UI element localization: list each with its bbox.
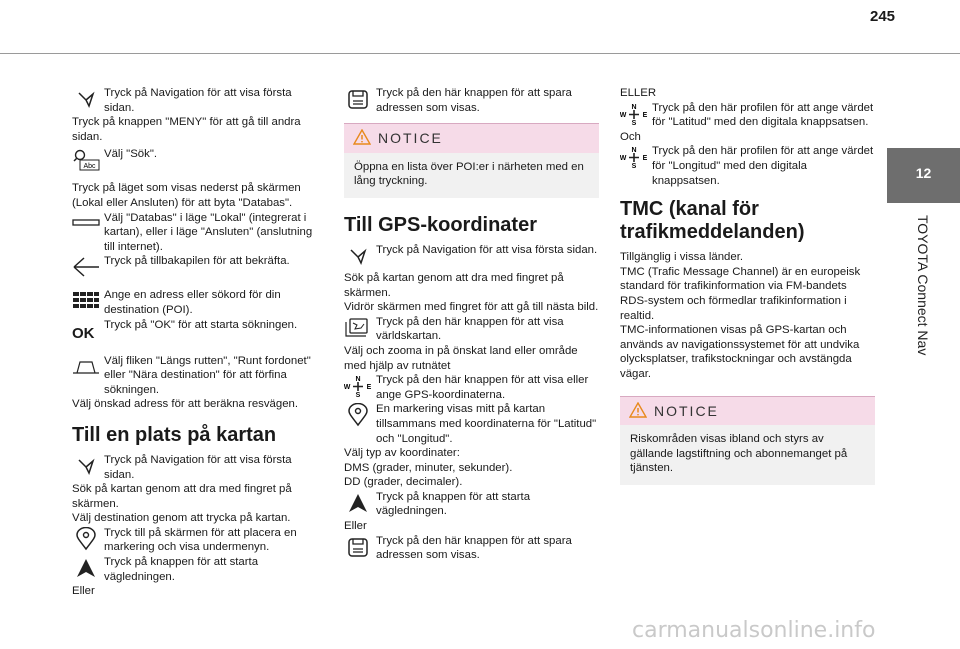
step-navigation xyxy=(72,453,324,482)
step-text: Eller xyxy=(72,585,95,598)
step-text: Tryck på knappen för att starta vägledningen. xyxy=(376,490,531,518)
step-start xyxy=(344,490,599,519)
step-text: Välj och zooma in på önskat land eller område med hjälp av rutnätet xyxy=(344,344,578,372)
back-arrow-icon xyxy=(72,255,100,279)
step-text: Tryck på knappen för att starta vägledningen. xyxy=(104,556,259,583)
map-pin-icon xyxy=(72,527,100,551)
step-text: Tryck på den här knappen för att spara adressen som visas. xyxy=(376,87,572,114)
step-longitude xyxy=(620,144,875,188)
step-tab xyxy=(72,354,324,398)
step-text: Vidrör skärmen med fingret för att gå till nästa bild. xyxy=(344,301,599,314)
step-text: Tryck på den här knappen för att visa eller ange GPS-koordinaterna. xyxy=(376,374,589,401)
step-text: Välj önskad adress för att beräkna resvägen. xyxy=(72,398,299,411)
step-text: Tryck till på skärmen för att placera en markering och visa undermenyn. xyxy=(104,526,297,554)
step-start xyxy=(72,555,324,584)
step-database xyxy=(72,211,324,255)
start-guidance-icon xyxy=(72,556,100,580)
step-text: Sök på kartan genom att dra med fingret på skärmen. xyxy=(72,483,292,510)
column-3 xyxy=(620,86,875,485)
map-pin-icon xyxy=(344,403,372,427)
notice-header xyxy=(344,123,599,153)
tab-icon xyxy=(72,355,100,379)
keyboard-grid-icon xyxy=(72,289,100,313)
step-marker xyxy=(344,402,599,446)
step-text: Ange en adress eller sökord för din destination (POI). xyxy=(104,289,281,316)
step-navigation xyxy=(344,243,599,271)
step-text: Välj destination genom att trycka på kartan. xyxy=(72,512,291,525)
database-bar-icon xyxy=(72,212,100,236)
step-back xyxy=(72,254,324,282)
step-text: Tryck på tillbakapilen för att bekräfta. xyxy=(104,255,290,268)
step-text: En markering visas mitt på kartan tillsammans med koordinaterna för "Latitud" och "Longitud". xyxy=(376,403,597,445)
step-latitude xyxy=(620,101,875,130)
navigation-icon xyxy=(344,244,372,268)
step-text: Tryck på Navigation för att visa första sidan. xyxy=(376,243,598,256)
step-text: Tryck på den här profilen för att ange värdet för "Longitud" med den digitala knappsatsen. xyxy=(652,145,874,187)
start-guidance-icon xyxy=(344,491,372,515)
step-text: Tryck på Navigation för att visa första sidan. xyxy=(104,87,292,114)
warning-icon xyxy=(629,402,647,418)
step-ok xyxy=(72,318,324,346)
step-search xyxy=(72,147,324,175)
navigation-icon xyxy=(72,454,100,478)
step-text: Tryck på knappen "MENY" för att gå till andra sidan. xyxy=(72,116,301,143)
step-text: Eller xyxy=(344,520,367,533)
step-world-map xyxy=(344,315,599,344)
body-text: Tillgänglig i vissa länder. xyxy=(620,251,744,264)
notice-header xyxy=(620,396,875,426)
page-number: 245 xyxy=(870,8,896,25)
save-address-icon xyxy=(344,535,372,559)
step-text: ELLER xyxy=(620,87,657,99)
notice-box xyxy=(620,396,875,485)
section-heading: Till GPS-koordinater xyxy=(344,213,537,236)
step-text: Välj "Sök". xyxy=(104,148,158,161)
step-text: Välj "Databas" i läge "Lokal" (integrerat i kartan), eller i läge "Ansluten" (anslutning till internet). xyxy=(104,211,313,253)
world-map-icon xyxy=(344,316,372,340)
step-text: Tryck på den här profilen för att ange värdet för "Latitud" med den digitala knappsatsen. xyxy=(652,101,874,129)
save-address-icon xyxy=(344,87,372,111)
step-save xyxy=(344,534,599,563)
column-2 xyxy=(344,86,599,563)
side-label-text: TOYOTA Connect Nav xyxy=(915,215,931,356)
notice-body: Riskområden visas ibland och styrs av gällande lagstiftning och abonnemanget på tjänsten. xyxy=(620,425,875,485)
compass-icon xyxy=(620,145,648,169)
step-text: Tryck på Navigation för att visa första sidan. xyxy=(104,453,292,481)
navigation-icon xyxy=(72,87,100,111)
notice-title: NOTICE xyxy=(378,130,443,147)
step-text: Tryck på den här knappen för att spara adressen som visas. xyxy=(376,534,572,562)
notice-box xyxy=(344,123,599,198)
watermark: carmanualsonline.info xyxy=(632,618,876,643)
section-heading: TMC (kanal för trafikmeddelanden) xyxy=(620,198,805,244)
search-keyboard-icon xyxy=(72,148,100,172)
notice-body: Öppna en lista över POI:er i närheten med en lång tryckning. xyxy=(344,153,599,198)
step-text: Och xyxy=(620,130,641,143)
column-1 xyxy=(72,86,324,599)
ok-label: OK xyxy=(72,324,95,342)
step-text: Välj fliken "Längs rutten", "Runt fordonet" eller "Nära destination" för att förfina sökningen. xyxy=(104,354,311,396)
step-text: DD (grader, decimaler). xyxy=(344,476,463,489)
step-text: Tryck på "OK" för att starta sökningen. xyxy=(104,318,298,331)
compass-icon xyxy=(620,102,648,126)
step-save xyxy=(344,86,599,115)
step-text: Välj typ av koordinater: xyxy=(344,447,460,460)
body-text: TMC-informationen visas på GPS-kartan och används av navigationssystemet för att undvika olycksplatser, trafikstockningar och avstängda vägar. xyxy=(620,324,860,380)
section-heading: Till en plats på kartan xyxy=(72,423,277,446)
step-gps xyxy=(344,373,599,402)
header-rule xyxy=(0,53,960,54)
step-text: Sök på kartan genom att dra med fingret på skärmen. xyxy=(344,271,564,299)
step-text: Tryck på läget som visas nederst på skärmen (Lokal eller Ansluten) för att byta "Databas". xyxy=(72,182,301,209)
step-navigation xyxy=(72,86,324,115)
compass-icon xyxy=(344,374,372,398)
body-text: TMC (Trafic Message Channel) är en europeisk standard för trafikinformation via FM-bandets RDS-system och förmedlar trafikinformation i realtid. xyxy=(620,265,861,322)
svg-text:Abc: Abc xyxy=(83,163,96,171)
step-marker xyxy=(72,526,324,555)
step-text: Tryck på den här knappen för att visa världskartan. xyxy=(376,315,564,343)
notice-title: NOTICE xyxy=(654,402,719,419)
warning-icon xyxy=(353,129,371,145)
side-label xyxy=(914,215,934,385)
chapter-tab-number: 12 xyxy=(915,165,932,181)
chapter-tab xyxy=(887,148,960,203)
step-destination xyxy=(72,288,324,317)
step-text: DMS (grader, minuter, sekunder). xyxy=(344,461,513,474)
